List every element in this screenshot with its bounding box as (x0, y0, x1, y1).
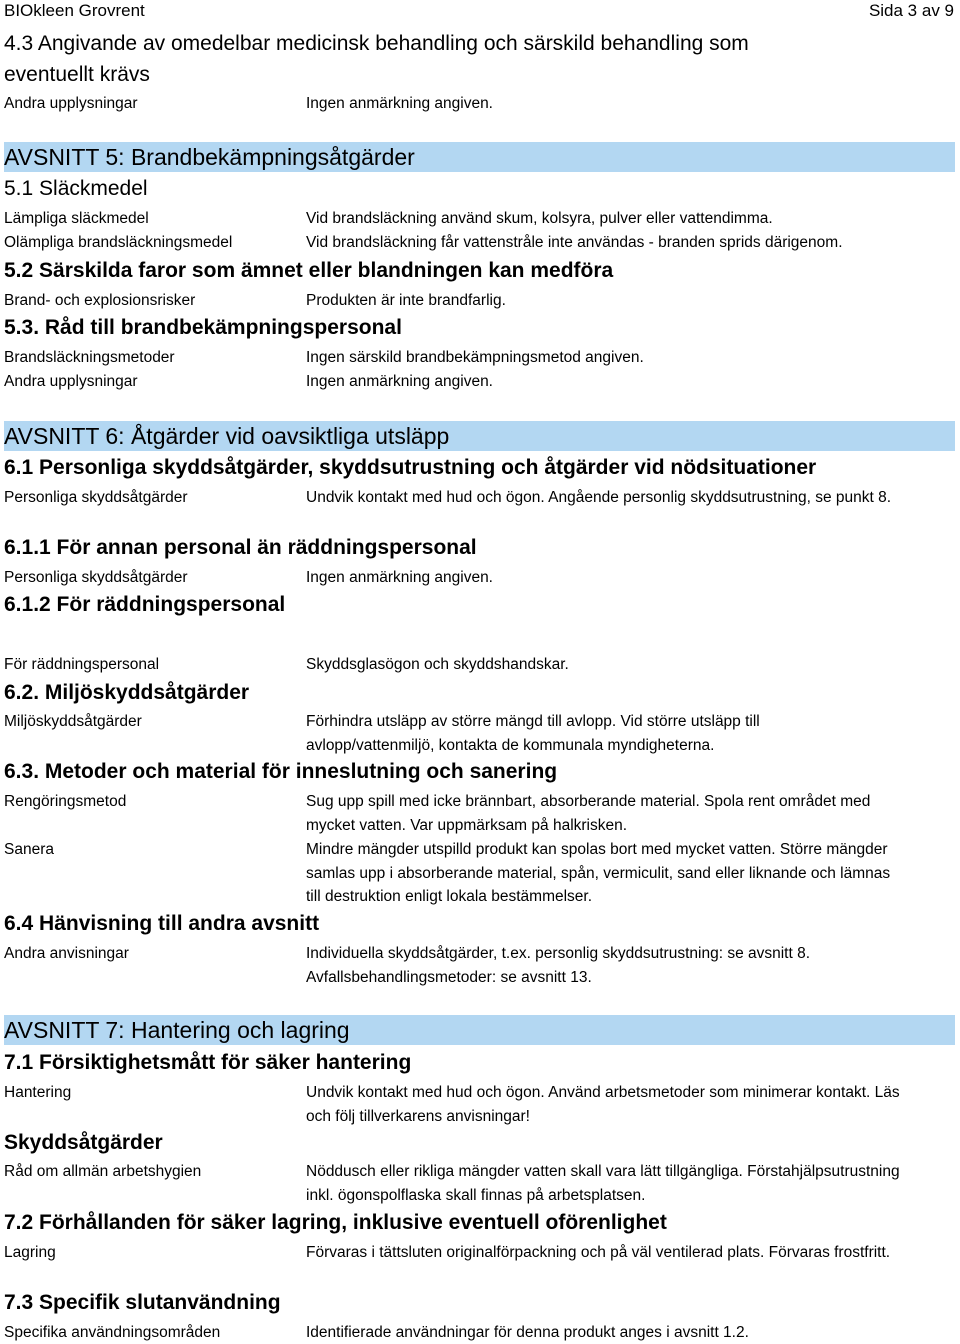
heading-5-1: 5.1 Släckmedel (4, 177, 148, 200)
row-label: Råd om allmän arbetshygien (4, 1163, 202, 1180)
row-label: Rengöringsmetod (4, 793, 127, 810)
row-value: Ingen anmärkning angiven. (306, 569, 493, 586)
row-value: Vid brandsläckning använd skum, kolsyra, pulver eller vattendimma. (306, 210, 773, 227)
row-label: Miljöskyddsåtgärder (4, 713, 142, 730)
heading-4-3-line2: eventuellt krävs (4, 63, 150, 86)
row-label: Andra upplysningar (4, 373, 138, 390)
heading-7-2: 7.2 Förhållanden för säker lagring, inklusive eventuell oförenlighet (4, 1211, 667, 1234)
row-value: Förhindra utsläpp av större mängd till avlopp. Vid större utsläpp till avlopp/vattenmiljö, kontakta de kommunala myndigheterna. (306, 713, 760, 754)
row-label: Andra anvisningar (4, 945, 129, 962)
row-label: Andra upplysningar (4, 95, 138, 112)
section-6-banner (4, 421, 955, 451)
page-number: Sida 3 av 9 (868, 1, 954, 20)
row-label: Lämpliga släckmedel (4, 210, 149, 227)
heading-6-4: 6.4 Hänvisning till andra avsnitt (4, 912, 320, 935)
heading-skyddsatgarder: Skyddsåtgärder (4, 1131, 163, 1154)
row-label: Personliga skyddsåtgärder (4, 489, 188, 506)
row-label: Sanera (4, 841, 54, 858)
heading-7-1: 7.1 Försiktighetsmått för säker hantering (4, 1051, 412, 1074)
row-value: Sug upp spill med icke brännbart, absorberande material. Spola rent området med mycket vatten. Var uppmärksam på halkrisken. (306, 793, 871, 834)
row-value: Förvaras i tättsluten originalförpackning och på väl ventilerad plats. Förvaras frostfritt. (306, 1244, 891, 1261)
row-value: Identifierade användningar för denna produkt anges i avsnitt 1.2. (306, 1324, 749, 1341)
heading-6-1-1: 6.1.1 För annan personal än räddningspersonal (4, 536, 477, 559)
row-value: Mindre mängder utspilld produkt kan spolas bort med mycket vatten. Större mängder samlas upp i absorberande material, spån, vermiculit, sand eller liknande och lämnas till destruktion enligt lokala bestämmelser. (306, 841, 891, 905)
row-label: Personliga skyddsåtgärder (4, 569, 188, 586)
section-7-banner (4, 1015, 955, 1045)
row-value: Undvik kontakt med hud och ögon. Använd arbetsmetoder som minimerar kontakt. Läs och följ tillverkarens anvisningar! (306, 1084, 900, 1125)
row-value: Individuella skyddsåtgärder, t.ex. personlig skyddsutrustning: se avsnitt 8. Avfallsbehandlingsmetoder: se avsnitt 13. (306, 945, 811, 986)
section-7-title: AVSNITT 7: Hantering och lagring (4, 1017, 350, 1043)
row-label: Brandsläckningsmetoder (4, 349, 175, 366)
row-value: Undvik kontakt med hud och ögon. Angående personlig skyddsutrustning, se punkt 8. (306, 489, 892, 506)
row-value: Ingen anmärkning angiven. (306, 95, 493, 112)
row-label: Specifika användningsområden (4, 1324, 221, 1341)
document-header-product: BIOkleen Grovrent (4, 1, 145, 20)
heading-6-1: 6.1 Personliga skyddsåtgärder, skyddsutrustning och åtgärder vid nödsituationer (4, 456, 817, 479)
heading-4-3-line1: 4.3 Angivande av omedelbar medicinsk behandling och särskild behandling som (4, 32, 749, 55)
row-label: För räddningspersonal (4, 656, 160, 673)
heading-5-3: 5.3. Råd till brandbekämpningspersonal (4, 316, 402, 339)
row-label: Hantering (4, 1084, 72, 1101)
section-5-title: AVSNITT 5: Brandbekämpningsåtgärder (4, 144, 415, 170)
row-label: Brand- och explosionsrisker (4, 292, 196, 309)
heading-7-3: 7.3 Specifik slutanvändning (4, 1291, 281, 1314)
row-value: Skyddsglasögon och skyddshandskar. (306, 656, 569, 673)
row-value: Vid brandsläckning får vattenstråle inte användas - branden sprids därigenom. (306, 234, 843, 251)
heading-6-1-2: 6.1.2 För räddningspersonal (4, 593, 286, 616)
row-value: Ingen anmärkning angiven. (306, 373, 493, 390)
row-value: Ingen särskild brandbekämpningsmetod angiven. (306, 349, 644, 366)
heading-6-2: 6.2. Miljöskyddsåtgärder (4, 681, 250, 704)
section-6-title: AVSNITT 6: Åtgärder vid oavsiktliga utsläpp (4, 423, 450, 449)
row-value: Nöddusch eller rikliga mängder vatten skall vara lätt tillgängliga. Förstahjälpsutrustning inkl. ögonspolflaska skall finnas på arbetsplatsen. (306, 1163, 900, 1204)
row-label: Olämpliga brandsläckningsmedel (4, 234, 233, 251)
heading-6-3: 6.3. Metoder och material för inneslutning och sanering (4, 760, 558, 783)
row-label: Lagring (4, 1244, 56, 1261)
heading-5-2: 5.2 Särskilda faror som ämnet eller blandningen kan medföra (4, 259, 614, 282)
row-value: Produkten är inte brandfarlig. (306, 292, 506, 309)
section-5-banner (4, 142, 955, 172)
